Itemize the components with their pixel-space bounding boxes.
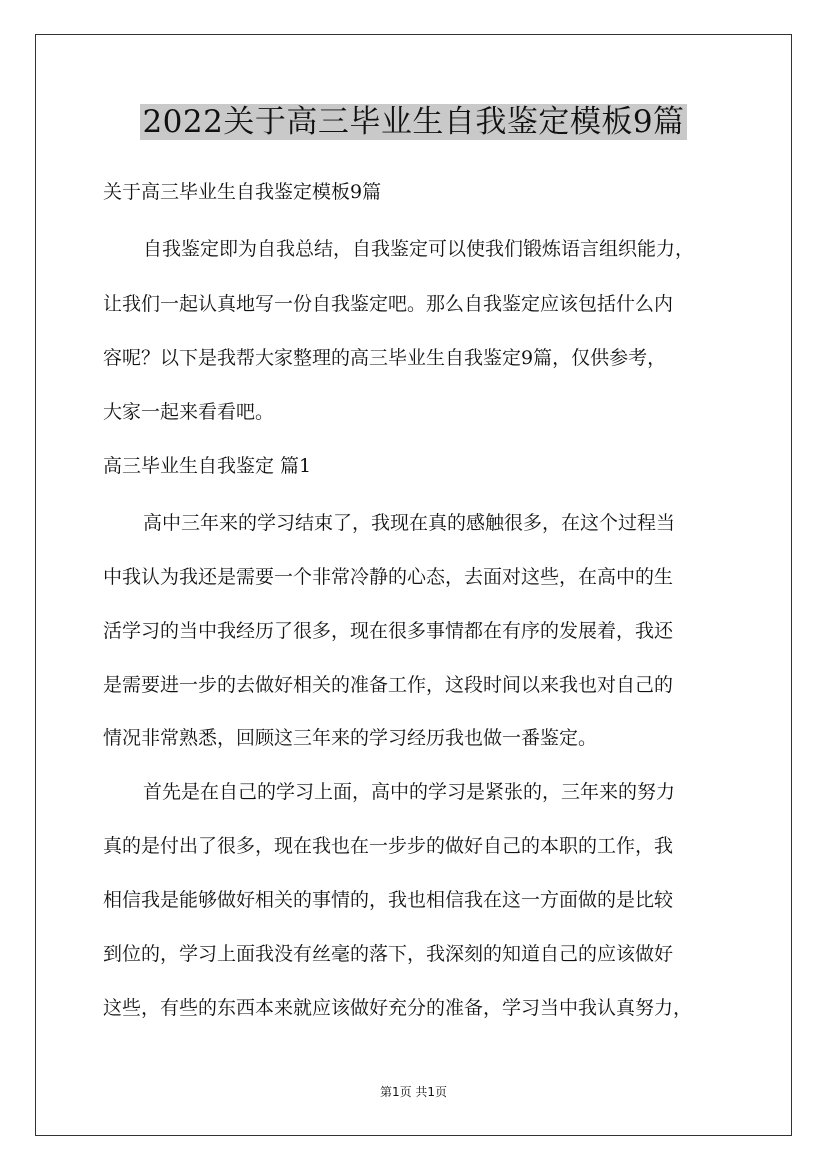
page-footer: 第1页 共1页 bbox=[379, 1085, 448, 1099]
intro-line-3: 容呢？以下是我帮大家整理的高三毕业生自我鉴定9篇，仅供参考， bbox=[103, 347, 667, 369]
document-subtitle: 关于高三毕业生自我鉴定模板9篇 bbox=[103, 181, 382, 203]
para2-line-4: 到位的，学习上面我没有丝毫的落下，我深刻的知道自己的应该做好 bbox=[103, 943, 674, 965]
para1-line-3: 活学习的当中我经历了很多，现在很多事情都在有序的发展着，我还 bbox=[103, 620, 674, 642]
intro-line-1: 自我鉴定即为自我总结，自我鉴定可以使我们锻炼语言组织能力， bbox=[143, 238, 695, 260]
para1-line-4: 是需要进一步的去做好相关的准备工作，这段时间以来我也对自己的 bbox=[103, 674, 674, 696]
para1-line-2: 中我认为我还是需要一个非常冷静的心态，去面对这些，在高中的生 bbox=[103, 566, 674, 588]
intro-line-2: 让我们一起认真地写一份自我鉴定吧。那么自我鉴定应该包括什么内 bbox=[103, 293, 674, 315]
para2-line-2: 真的是付出了很多，现在我也在一步步的做好自己的本职的工作，我 bbox=[103, 835, 674, 857]
para1-line-5: 情况非常熟悉，回顾这三年来的学习经历我也做一番鉴定。 bbox=[103, 727, 598, 749]
para2-line-5: 这些，有些的东西本来就应该做好充分的准备，学习当中我认真努力， bbox=[103, 997, 693, 1019]
para2-line-3: 相信我是能够做好相关的事情的，我也相信我在这一方面做的是比较 bbox=[103, 889, 674, 911]
para1-line-1: 高中三年来的学习结束了，我现在真的感触很多，在这个过程当 bbox=[143, 512, 676, 534]
intro-line-4: 大家一起来看看吧。 bbox=[103, 401, 275, 423]
section-heading: 高三毕业生自我鉴定 篇1 bbox=[103, 455, 312, 477]
document-title bbox=[0, 102, 827, 142]
para2-line-1: 首先是在自己的学习上面，高中的学习是紧张的，三年来的努力 bbox=[143, 781, 676, 803]
document-title-text: 2022关于高三毕业生自我鉴定模板9篇 bbox=[142, 104, 685, 140]
